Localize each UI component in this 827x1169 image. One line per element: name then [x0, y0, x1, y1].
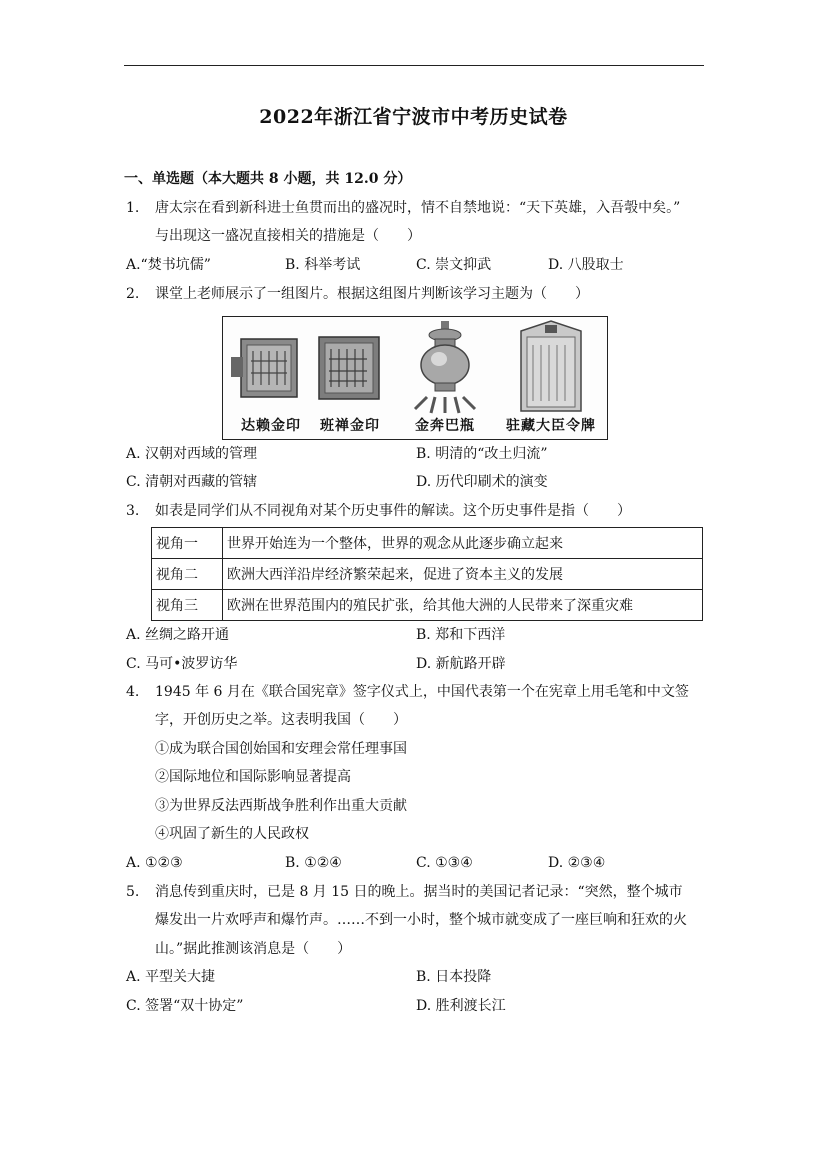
question-5-text: 山。”据此推测该消息是（ ）	[155, 941, 352, 957]
q5-option-a[interactable]: A. 平型关大捷	[126, 969, 216, 985]
panchen-seal-image	[305, 317, 395, 417]
table-cell: 欧洲在世界范围内的殖民扩张，给其他大洲的人民带来了深重灾难	[223, 590, 703, 621]
amban-token-item	[495, 317, 607, 439]
question-1-number: 1.	[126, 200, 140, 216]
question-5-number: 5.	[126, 884, 140, 900]
artifact-figure	[222, 316, 608, 440]
panchen-seal-item	[305, 317, 395, 439]
q2-option-c[interactable]: C. 清朝对西藏的管辖	[126, 474, 258, 490]
q1-option-a[interactable]: A.“焚书坑儒”	[126, 257, 211, 273]
amban-token-image	[495, 317, 607, 417]
q4-option-c[interactable]: C. ①③④	[416, 855, 473, 871]
q4-option-a[interactable]: A. ①②③	[126, 855, 183, 871]
header-rule	[124, 65, 704, 66]
q3-option-d[interactable]: D. 新航路开辟	[416, 656, 506, 672]
q4-option-b[interactable]: B. ①②④	[285, 855, 342, 871]
q2-option-a[interactable]: A. 汉朝对西域的管理	[126, 446, 258, 462]
question-1-text: 唐太宗在看到新科进士鱼贯而出的盛况时，情不自禁地说：“天下英雄，入吾彀中矣。”	[155, 200, 681, 216]
question-5-text: 消息传到重庆时，已是 8 月 15 日的晚上。据当时的美国记者记录：“突然，整个城市	[155, 884, 683, 900]
q2-option-d[interactable]: D. 历代印刷术的演变	[416, 474, 548, 490]
figure-caption: 金奔巴瓶	[415, 418, 475, 434]
exam-title: 2022年浙江省宁波市中考历史试卷	[259, 106, 568, 128]
table-cell: 世界开始连为一个整体，世界的观念从此逐步确立起来	[223, 528, 703, 559]
table-row	[152, 590, 703, 621]
table-cell: 视角三	[152, 590, 223, 621]
question-4-text: 1945 年 6 月在《联合国宪章》签字仪式上，中国代表第一个在宪章上用毛笔和中文签	[155, 684, 689, 700]
q1-option-b[interactable]: B. 科举考试	[285, 257, 361, 273]
table-cell: 视角一	[152, 528, 223, 559]
q1-option-d[interactable]: D. 八股取士	[548, 257, 624, 273]
question-3-text: 如表是同学们从不同视角对某个历史事件的解读。这个历史事件是指（ ）	[155, 503, 631, 519]
section-heading: 一、单选题（本大题共 8 小题，共 12.0 分）	[124, 171, 412, 187]
question-1-text: 与出现这一盛况直接相关的措施是（ ）	[155, 228, 421, 244]
golden-urn-item	[395, 317, 495, 439]
question-4-text: 字，开创历史之举。这表明我国（ ）	[155, 712, 407, 728]
question-5-text: 爆发出一片欢呼声和爆竹声。……不到一小时，整个城市就变成了一座巨响和狂欢的火	[155, 912, 687, 928]
question-4-statement: ①成为联合国创始国和安理会常任理事国	[155, 741, 407, 757]
table-cell: 视角二	[152, 559, 223, 590]
q2-option-b[interactable]: B. 明清的“改土归流”	[416, 446, 548, 462]
figure-caption: 班禅金印	[320, 418, 380, 434]
golden-urn-image	[395, 317, 495, 417]
question-2-text: 课堂上老师展示了一组图片。根据这组图片判断该学习主题为（ ）	[155, 286, 589, 302]
q3-option-b[interactable]: B. 郑和下西洋	[416, 627, 506, 643]
q5-option-d[interactable]: D. 胜利渡长江	[416, 998, 506, 1014]
q5-option-c[interactable]: C. 签署“双十协定”	[126, 998, 244, 1014]
perspective-table	[151, 527, 703, 621]
question-2-number: 2.	[126, 286, 140, 302]
question-4-statement: ③为世界反法西斯战争胜利作出重大贡献	[155, 798, 407, 814]
q4-option-d[interactable]: D. ②③④	[548, 855, 606, 871]
q3-option-a[interactable]: A. 丝绸之路开通	[126, 627, 230, 643]
question-4-number: 4.	[126, 684, 140, 700]
question-3-number: 3.	[126, 503, 140, 519]
figure-caption: 达赖金印	[241, 418, 301, 434]
table-row	[152, 528, 703, 559]
q5-option-b[interactable]: B. 日本投降	[416, 969, 492, 985]
q3-option-c[interactable]: C. 马可•波罗访华	[126, 656, 238, 672]
figure-caption: 驻藏大臣令牌	[506, 418, 596, 434]
table-cell: 欧洲大西洋沿岸经济繁荣起来，促进了资本主义的发展	[223, 559, 703, 590]
question-4-statement: ②国际地位和国际影响显著提高	[155, 769, 351, 785]
q1-option-c[interactable]: C. 崇文抑武	[416, 257, 492, 273]
question-4-statement: ④巩固了新生的人民政权	[155, 826, 309, 842]
table-row	[152, 559, 703, 590]
